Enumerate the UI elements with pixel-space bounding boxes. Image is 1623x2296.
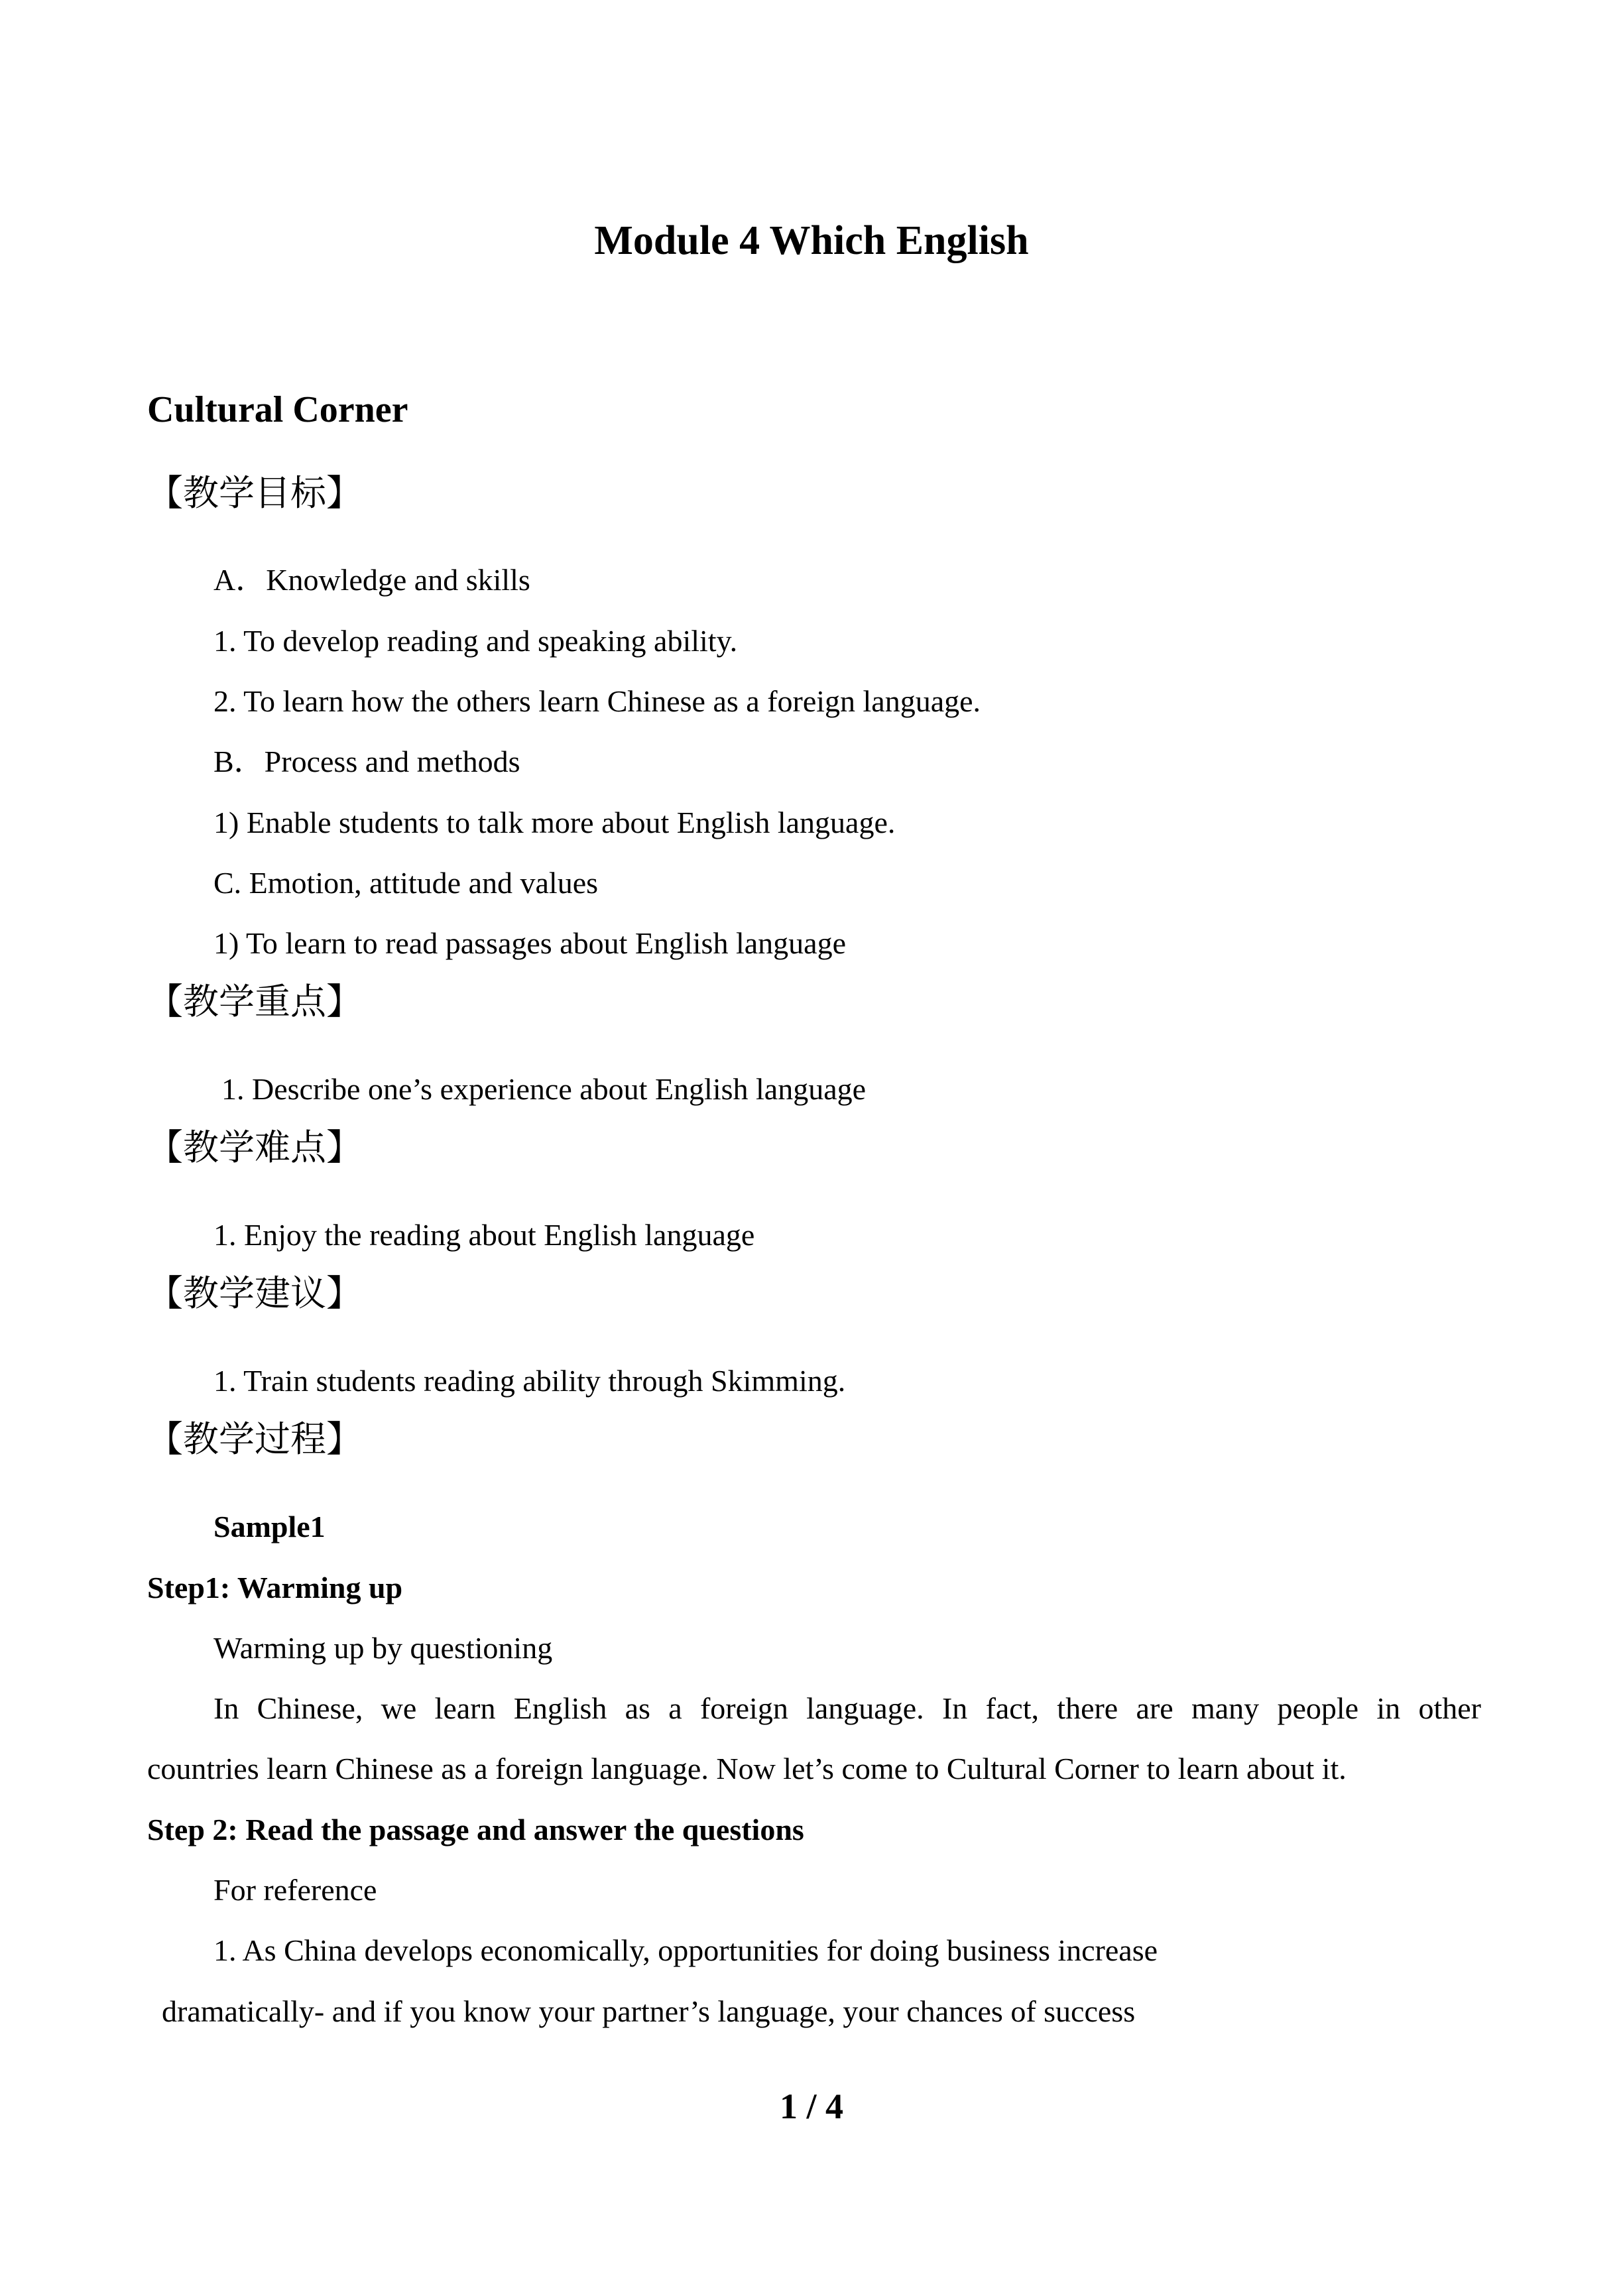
page-number: 1 / 4 xyxy=(779,2086,843,2126)
heading-process: 【教学过程】 xyxy=(147,1418,362,1460)
step2-heading: Step 2: Read the passage and answer the questions xyxy=(147,1813,804,1846)
process-sample-label: Sample1 xyxy=(213,1510,326,1543)
objective-b-heading: B．Process and methods xyxy=(213,745,520,778)
key-point-item-1: 1. Describe one’s experience about English language xyxy=(221,1072,867,1106)
objective-a-item-1: 1. To develop reading and speaking ability. xyxy=(213,624,738,658)
step1-paragraph-line-2: countries learn Chinese as a foreign language. Now let’s come to Cultural Corner to learn about it. xyxy=(147,1752,1347,1785)
objective-b-item-1: 1) Enable students to talk more about English language. xyxy=(213,806,896,839)
heading-difficulties: 【教学难点】 xyxy=(147,1126,362,1168)
step2-item-1-line-1: 1. As China develops economically, opportunities for doing business increase xyxy=(213,1933,1158,1967)
objective-c-heading: C. Emotion, attitude and values xyxy=(213,866,599,900)
objective-a-item-2: 2. To learn how the others learn Chinese as a foreign language. xyxy=(213,684,981,718)
step1-subheading: Warming up by questioning xyxy=(213,1631,553,1665)
heading-suggestions: 【教学建议】 xyxy=(147,1272,362,1314)
section-title: Cultural Corner xyxy=(147,389,408,430)
heading-objectives: 【教学目标】 xyxy=(147,472,362,514)
step2-item-1-line-2: dramatically- and if you know your partner’s language, your chances of success xyxy=(162,1994,1136,2028)
heading-key-points: 【教学重点】 xyxy=(147,981,362,1022)
step2-subheading: For reference xyxy=(213,1873,377,1907)
step1-paragraph-line-1: In Chinese, we learn English as a foreign language. In fact, there are many people in other xyxy=(213,1691,1481,1725)
difficulty-item-1: 1. Enjoy the reading about English language xyxy=(213,1218,755,1252)
step1-heading: Step1: Warming up xyxy=(147,1571,403,1604)
objective-c-item-1: 1) To learn to read passages about English language xyxy=(213,926,846,960)
suggestion-item-1: 1. Train students reading ability through Skimming. xyxy=(213,1364,846,1398)
objective-a-heading: A．Knowledge and skills xyxy=(213,563,530,597)
document-title: Module 4 Which English xyxy=(594,218,1029,263)
